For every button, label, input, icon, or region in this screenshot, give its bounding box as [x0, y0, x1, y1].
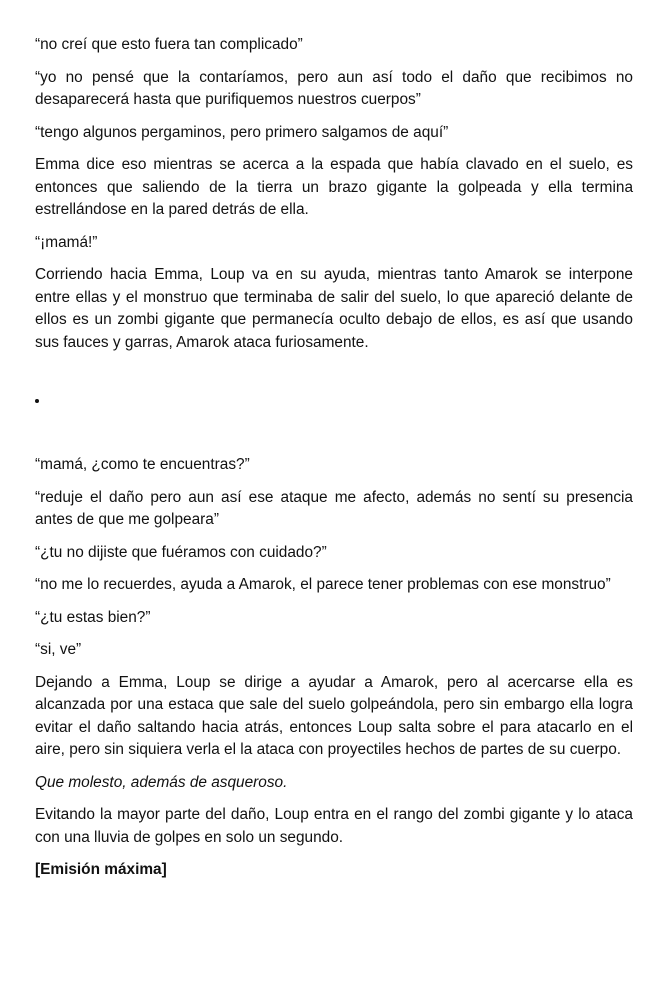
dialogue-line: “no me lo recuerdes, ayuda a Amarok, el parece tener problemas con ese monstruo”: [35, 576, 611, 593]
dialogue-line: “tengo algunos pergaminos, pero primero salgamos de aquí”: [35, 123, 449, 141]
dialogue-line: “no creí que esto fuera tan complicado”: [35, 36, 303, 53]
dialogue-line: “reduje el daño pero aun así ese ataque me afecto, además no sentí su presencia antes de que me golpeara”: [35, 488, 633, 528]
dialogue-line: “¡mamá!”: [35, 233, 98, 251]
dialogue-line: “mamá, ¿como te encuentras?”: [35, 456, 250, 473]
skill-name: [Emisión máxima]: [35, 861, 167, 878]
bullet-dot-icon: [35, 399, 39, 403]
thought-line: Que molesto, además de asqueroso.: [35, 773, 288, 791]
dialogue-line: “¿tu estas bien?”: [35, 608, 151, 626]
document-page: [35, 34, 633, 892]
narration-paragraph: Corriendo hacia Emma, Loup va en su ayuda, mientras tanto Amarok se interpone entre ellas y el monstruo que terminaba de salir del suelo, lo que apareció delante de ellos es un zombi gigante que permanecía oculto debajo de ellos, es así que usando sus fauces y garras, Amarok ataca furiosamente.: [35, 266, 633, 351]
dialogue-line: “¿tu no dijiste que fuéramos con cuidado?”: [35, 543, 327, 561]
narration-paragraph: Emma dice eso mientras se acerca a la espada que había clavado en el suelo, es entonces que saliendo de la tierra un brazo gigante la golpeada y ella termina estrellándose en la pared detrás de ella.: [35, 156, 633, 218]
narration-paragraph: Dejando a Emma, Loup se dirige a ayudar a Amarok, pero al acercarse ella es alcanzada por una estaca que sale del suelo golpeándola, pero sin embargo ella logra evitar el daño saltando hacia atrás, entonces Loup salta sobre el para atacarlo en el aire, pero sin siquiera verla el la ataca con proyectiles hechos de partes de su cuerpo.: [35, 673, 633, 758]
dialogue-line: “yo no pensé que la contaríamos, pero aun así todo el daño que recibimos no desaparecerá hasta que purifiquemos nuestros cuerpos”: [35, 68, 633, 108]
dialogue-line: “si, ve”: [35, 641, 82, 658]
narration-paragraph: Evitando la mayor parte del daño, Loup entra en el rango del zombi gigante y lo ataca con una lluvia de golpes en solo un segundo.: [35, 806, 633, 846]
scene-break-bullet: [35, 390, 633, 412]
